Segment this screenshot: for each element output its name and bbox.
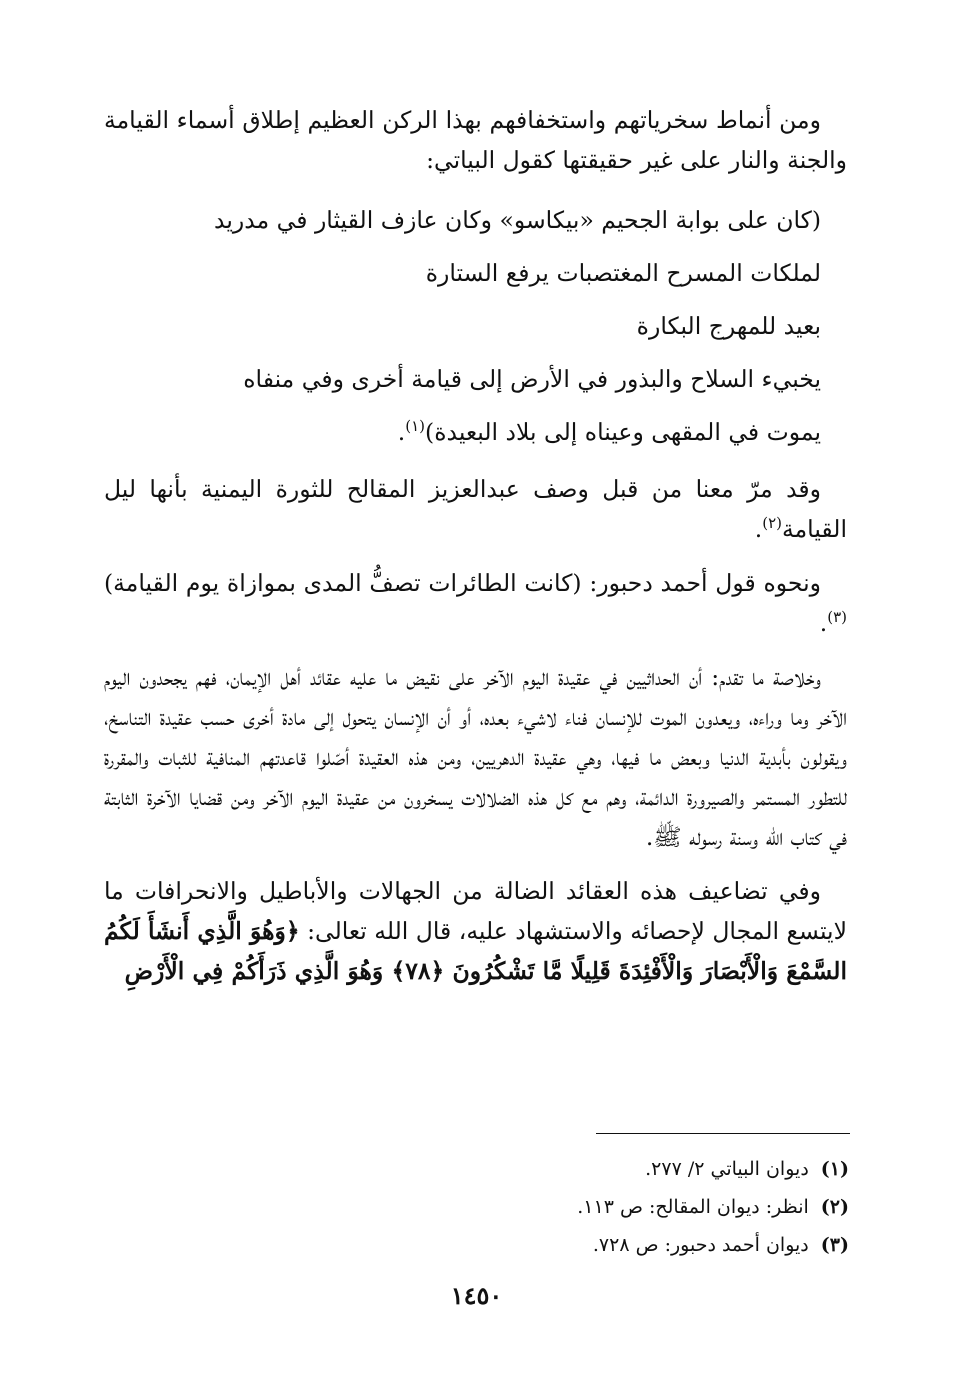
- footnote-number: (٣): [820, 1234, 849, 1256]
- poem-verse-2: لملكات المسرح المغتصبات يرفع الستارة: [425, 259, 821, 287]
- footnote-text: ديوان أحمد دحبور: ص ٧٢٨.: [592, 1234, 809, 1256]
- paragraph-quran-text: وفي تضاعيف هذه العقائد الضالة من الجهالات والأباطيل والانحرافات ما لايتسع المجال لإحصائه والاستشهاد عليه، قال الله تعالى:: [104, 877, 847, 945]
- paragraph-dahbour-end: .: [819, 609, 828, 637]
- page-body: [104, 100, 847, 991]
- footnotes: [249, 1150, 849, 1264]
- footnote-text: انظر: ديوان المقالح: ص ١١٣.: [577, 1196, 809, 1218]
- footnote-2: [249, 1188, 849, 1226]
- footnote-ref-2: (٢): [762, 514, 782, 533]
- poem-verse-5-text: يموت في المقهى وعيناه إلى بلاد البعيدة): [425, 418, 821, 446]
- footnote-ref-1: (١): [405, 417, 426, 436]
- paragraph-intro: ومن أنماط سخرياتهم واستخفافهم بهذا الركن العظيم إطلاق أسماء القيامة والجنة والنار على غير حقيقتها كقول البياتي:: [104, 106, 847, 174]
- poem-verse-5: [104, 406, 847, 459]
- paragraph-summary: وخلاصة ما تقدم: أن الحداثيين في عقيدة اليوم الآخر على نقيض ما عليه عقائد أهل الإيمان، فهم يجحدون اليوم الآخر وما وراءه، ويعدون الموت للإنسان فناء لاشيء بعده، أو أن الإنسان يتحول إلى مادة أخرى حسب عقيدة التناسخ، ويقولون بأبدية الدنيا وبعض ما فيها، وهي عقيدة الدهريين، ومن هذه العقيدة أصّلوا قاعدتهم المنافية للثبات والمقررة للتطور المستمر والصيرورة الدائمة، وهم مع كل هذه الضلالات يسخرون من عقيدة اليوم الآخر ومن قضايا الآخرة الثابتة في كتاب الله وسنة رسوله ﷺ.: [104, 663, 847, 851]
- footnote-ref-3: (٣): [827, 608, 847, 627]
- paragraph-maqaleh: [104, 469, 847, 549]
- poem-verse-3: بعيد للمهرج البكارة: [636, 312, 821, 340]
- poem-verses: [104, 194, 847, 459]
- poem-verse-5-end: .: [397, 418, 406, 446]
- footnote-text: ديوان البياتي ٢/ ٢٧٧.: [645, 1158, 809, 1180]
- quran-verse: ﴿وَهُوَ الَّذِي أَنشَأَ لَكُمُ السَّمْعَ وَالْأَبْصَارَ وَالْأَفْئِدَةَ قَلِيلًا مَّا تَشْكُرُونَ ﴿٧٨﴾ وَهُوَ الَّذِي ذَرَأَكُمْ فِي الْأَرْضِ: [104, 917, 847, 985]
- footnote-1: [249, 1150, 849, 1188]
- page-number: ١٤٥٠: [450, 1281, 503, 1310]
- poem-verse-4: يخبيء السلاح والبذور في الأرض إلى قيامة أخرى وفي منفاه: [243, 365, 821, 393]
- paragraph-maqaleh-text: وقد مرّ معنا من قبل وصف عبدالعزيز المقالح للثورة اليمنية بأنها ليل القيامة: [104, 475, 847, 543]
- footnote-number: (٢): [820, 1196, 849, 1218]
- footnote-number: (١): [820, 1158, 849, 1180]
- footnote-separator: [596, 1133, 850, 1134]
- paragraph-dahbour-text: ونحوه قول أحمد دحبور: (كانت الطائرات تصفُّ المدى بموازاة يوم القيامة): [104, 569, 821, 597]
- paragraph-dahbour: [104, 563, 847, 643]
- paragraph-quran: [104, 871, 847, 991]
- poem-verse-1: (كان على بوابة الجحيم «بيكاسو» وكان عازف القيثار في مدريد: [214, 206, 821, 234]
- footnote-3: [249, 1226, 849, 1264]
- paragraph-maqaleh-end: .: [754, 515, 763, 543]
